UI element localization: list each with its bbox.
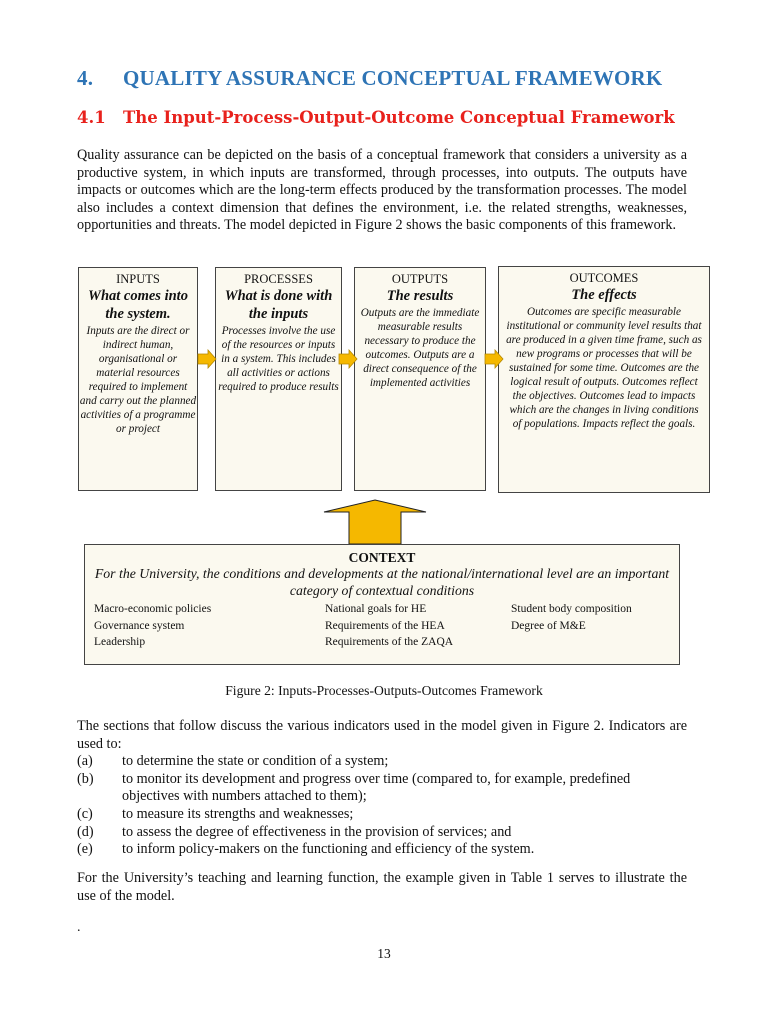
arrow-right-icon (484, 349, 504, 369)
arrow-up-icon (322, 499, 428, 545)
list-item (77, 841, 687, 859)
section-heading (77, 66, 662, 91)
inputs-box (78, 267, 198, 491)
section-number: 4. (77, 66, 94, 90)
outcomes-box (498, 266, 710, 493)
subsection-number: 4.1 (77, 108, 106, 127)
inputs-subtitle: What comes into the system. (88, 288, 188, 322)
list-item-text: to monitor its development and progress over time (compared to, for example, predefined objectives with numbers attached to them); (122, 770, 631, 805)
figure-caption: Figure 2: Inputs-Processes-Outputs-Outcomes Framework (225, 683, 543, 698)
arrow-right-icon (197, 349, 217, 369)
processes-subtitle: What is done with the inputs (224, 288, 333, 322)
list-item-text: to measure its strengths and weaknesses; (122, 805, 354, 822)
subsection-title: The Input-Process-Output-Outcome Conceptual Framework (123, 108, 675, 127)
context-item: Leadership (94, 636, 146, 648)
list-item-label: (b) (77, 770, 94, 787)
outputs-text: Outputs are the immediate measurable results necessary to produce the outcomes. Outputs are a direct consequence of the implemented activities (360, 307, 480, 389)
list-item-label: (a) (77, 753, 93, 770)
processes-box (215, 267, 342, 491)
context-column-2 (325, 601, 453, 651)
page-number: 13 (377, 946, 391, 961)
outputs-box (354, 267, 486, 491)
list-item (77, 771, 687, 806)
subsection-heading (77, 108, 675, 127)
inputs-text: Inputs are the direct or indirect human, organisational or material resources required to implement and carry out the planned activities of a programme or project (79, 325, 197, 435)
arrow-right-icon (338, 349, 358, 369)
stray-dot: . (77, 920, 81, 935)
outputs-title: OUTPUTS (391, 272, 449, 286)
context-item: Student body composition (511, 603, 632, 615)
processes-title: PROCESSES (244, 272, 313, 286)
context-item: Requirements of the HEA (325, 619, 445, 632)
list-item-text: to inform policy-makers on the functioning and efficiency of the system. (122, 841, 535, 858)
context-subtitle: For the University, the conditions and developments at the national/international level are an important category of contextual conditions (94, 566, 670, 598)
list-item-text: to assess the degree of effectiveness in the provision of services; and (122, 823, 512, 840)
closing-paragraph: For the University’s teaching and learning function, the example given in Table 1 serves to illustrate the use of the model. (77, 870, 687, 904)
outputs-subtitle: The results (386, 288, 454, 304)
outcomes-title: OUTCOMES (569, 271, 639, 285)
context-column-3 (511, 601, 632, 634)
indicator-list (77, 718, 687, 859)
intro-paragraph: Quality assurance can be depicted on the basis of a conceptual framework that considers a university as a productive system, in which inputs are transformed, through processes, into outputs. The outputs have impacts or outcomes which are the long-term effects produced by the transformation processes. The model also includes a context dimension that defines the environment, i.e. the related strengths, weaknesses, opportunities and threats. The model depicted in Figure 2 shows the basic components of this framework. (77, 147, 687, 234)
list-item-label: (c) (77, 805, 93, 822)
list-item-label: (e) (77, 841, 93, 858)
list-item (77, 806, 687, 824)
list-item-text: to determine the state or condition of a system; (122, 753, 389, 770)
context-item: National goals for HE (325, 603, 427, 615)
outcomes-subtitle: The effects (571, 287, 637, 303)
context-title: CONTEXT (348, 550, 416, 565)
processes-text: Processes involve the use of the resources or inputs in a system. This includes all activities or actions required to produce results (218, 325, 339, 393)
context-item: Governance system (94, 619, 185, 632)
list-item-label: (d) (77, 823, 94, 840)
context-item: Requirements of the ZAQA (325, 636, 454, 648)
context-item: Degree of M&E (511, 619, 586, 632)
list-item (77, 824, 687, 842)
list-intro: The sections that follow discuss the various indicators used in the model given in Figure 2. Indicators are used to: (77, 718, 687, 752)
context-box (84, 544, 680, 665)
outcomes-text: Outcomes are specific measurable institutional or community level results that are produced in a given time frame, such as new programs or processes that will be sustained for some time. Outcomes are the logical result of outputs. Outcomes reflect the objectives. Outcomes lead to impacts which are the changes in living conditions of populations. Impacts reflect the goals. (506, 306, 702, 430)
list-item (77, 753, 687, 771)
context-column-1 (94, 601, 211, 651)
section-title: QUALITY ASSURANCE CONCEPTUAL FRAMEWORK (123, 66, 663, 90)
context-item: Macro-economic policies (94, 603, 212, 615)
inputs-title: INPUTS (116, 272, 160, 286)
